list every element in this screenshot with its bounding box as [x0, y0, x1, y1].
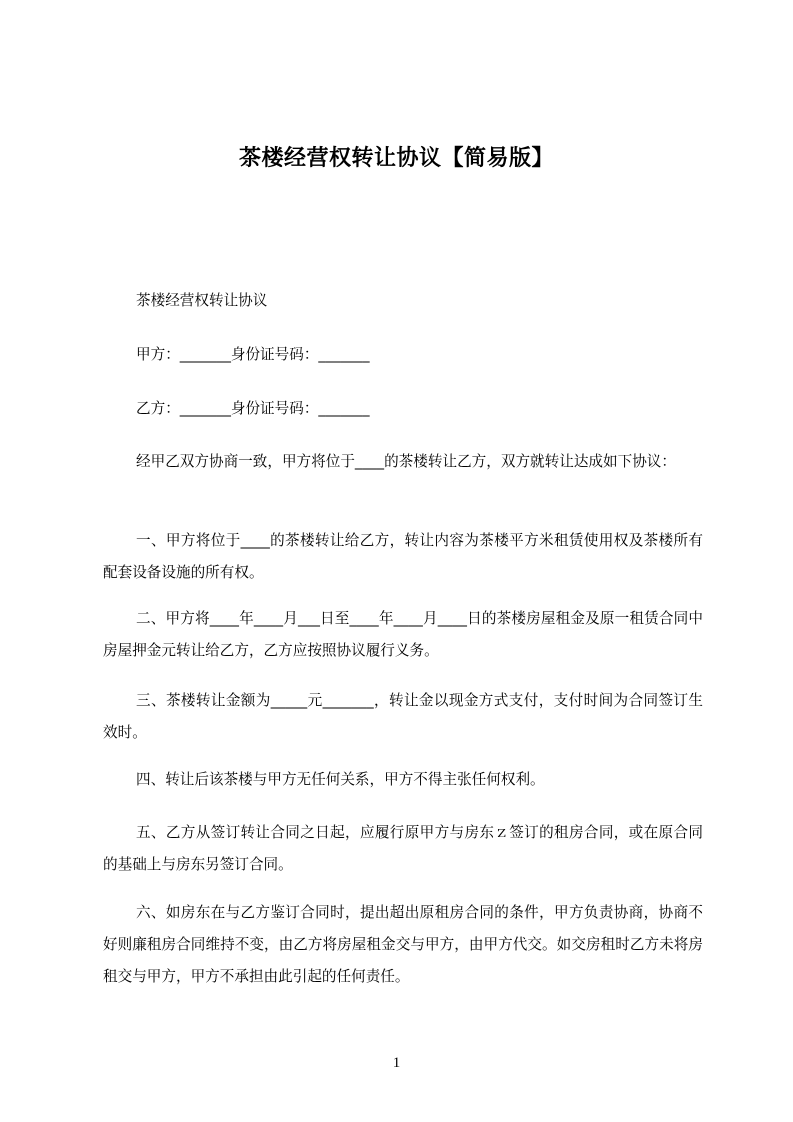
clause-6-paragraph: 六、如房东在与乙方鉴订合同时，提出超出原租房合同的条件，甲方负责协商，协商不好则廉租房合同维持不变，由乙方将房屋租金交与甲方，由甲方代交。如交房租时乙方未将房租交与甲方，甲方不承担由此引起的任何责任。: [103, 904, 703, 985]
preamble-paragraph: 经甲乙双方协商一致，甲方将位于____的茶楼转让乙方，双方就转让达成如下协议：: [136, 453, 676, 470]
clause-5-paragraph: 五、乙方从签订转让合同之日起，应履行原甲方与房东ｚ签订的租房合同，或在原合同的基础上与房东另签订合同。: [103, 824, 703, 873]
clause-4-paragraph: 四、转让后该茶楼与甲方无任何关系，甲方不得主张任何权利。: [136, 771, 545, 788]
clause-1-paragraph: 一、甲方将位于____的茶楼转让给乙方，转让内容为茶楼平方米租赁使用权及茶楼所有配套设备设施的所有权。: [103, 532, 703, 581]
agreement-heading: 茶楼经营权转让协议: [136, 292, 268, 309]
clause-3-paragraph: 三、茶楼转让金额为_____元_______，转让金以现金方式支付，支付时间为合同签订生效时。: [103, 692, 703, 741]
document-title: 茶楼经营权转让协议【简易版】: [238, 146, 554, 171]
party-a-line: 甲方：_______身份证号码：_______: [136, 346, 370, 363]
clause-2-paragraph: 二、甲方将____年____月___日至____年____月____日的茶楼房屋租金及原一租赁合同中房屋押金元转让给乙方，乙方应按照协议履行义务。: [103, 610, 703, 659]
party-b-line: 乙方：_______身份证号码：_______: [136, 400, 370, 417]
page-number: 1: [392, 1055, 401, 1071]
